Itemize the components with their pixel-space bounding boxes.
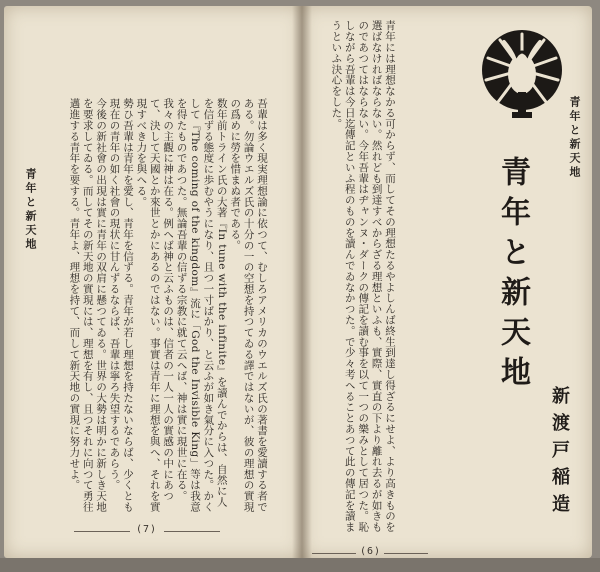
left-page-body-text: 吾輩は多く現実理想論に依つて、むしろアメリカのウエルズ氏の著書を愛讀する者である。勿論ウエルズ氏の十分の一の空想を持つてゐる譯ではないが、彼の理想の實現の爲めに勞を惜まぬ者である。 数年前トライン氏の大著『In tune with the infinite』を讀んでからは、自然に人を信ずる態度に歩むやうになり、且つ一寸ばかり、と云ふが如き氣分に入つた。かくして『The coming of the kingdom』流に「God the Invisible King」等は我意を得たものであつた。無論吾輩の信ずる宗教に就て云へば、神は實に現世に在る。我々の主觀に神は在る。例へば神と云ふものは、信者の一人一人の實感の中にあつて、決して天國とか來世とかにあるのではない。事實は青年に理想を與へ、それを實現すべき力を與へる。 勢ひ吾輩は青年を愛し、青年を信ずる。青年が若し理想を持たないならば、少くとも現在の青年の如く社會の現状に甘んずるならば、吾輩は寧ろ失望するであらう。 今後の新社會の出現は實に青年の双肩に懸つてゐる。世界の大勢は明かに新しき天地を要求してゐる。而してその新天地の實現には、理想を有し、且つそれに向つて勇往邁進する青年を要する。青年よ、理想を持て、而して新天地の實現に努力せよ。 (68, 98, 268, 513)
folio-rule-left-a (74, 531, 130, 532)
folio-rule-left-b (164, 531, 220, 532)
running-head-right: 青年と新天地 (568, 96, 581, 180)
bottom-edge-strip (0, 558, 600, 572)
right-page-body-text: 青年には理想なかる可からず、而してその理想たるやよしんば終生到達し得ざるにせよ、より高きものを選ばなければならない。然れども到達すべからざる理想といふも、實際、實直の下より離れ去るが如きものであつてはならない。今年吾輩はヂャンヌ・ダークの傳記を讀む事を以て一つの樂みとして居つた。恥しながら吾輩は今日迄傳記といふ程のものを讀んでゐなかつた。で少々考へることあつて此の傳記を讀まうといふ決心をした。 (330, 20, 396, 533)
sunburst-emblem-icon (474, 18, 570, 126)
author-name: 新渡戸稲造 (549, 386, 570, 521)
page-number-left: (7) (136, 524, 158, 535)
folio-rule-right-b (384, 553, 428, 554)
left-page (4, 6, 302, 558)
folio-rule-right-a (312, 553, 356, 554)
article-title: 青年と新天地 (495, 156, 530, 396)
right-page (302, 6, 592, 558)
page-number-right: (6) (360, 546, 382, 557)
running-head-left: 青年と新天地 (24, 168, 37, 252)
